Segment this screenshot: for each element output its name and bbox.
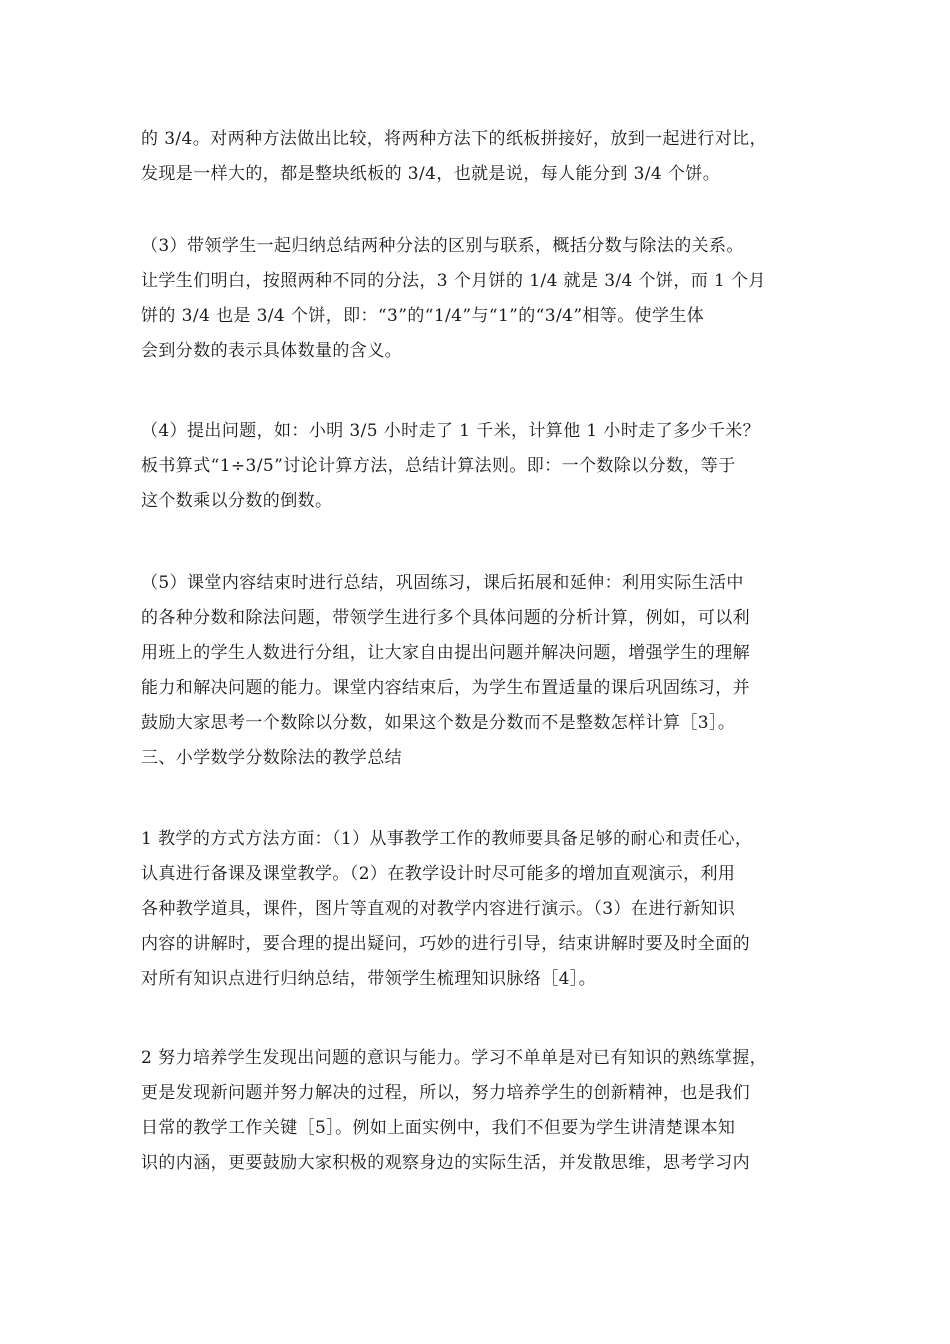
- section-heading: 三、小学数学分数除法的教学总结: [141, 748, 402, 768]
- text-line: 1 教学的方式方法方面：（1）从事教学工作的教师要具备足够的耐心和责任心，: [141, 829, 753, 849]
- paragraph-step-3: [141, 229, 821, 369]
- text-line: 内容的讲解时，要合理的提出疑问，巧妙的进行引导，结束讲解时要及时全面的: [141, 934, 750, 954]
- paragraph-step-5: [141, 566, 821, 776]
- text-line: （3）带领学生一起归纳总结两种分法的区别与联系，概括分数与除法的关系。: [141, 236, 744, 256]
- text-line: 2 努力培养学生发现出问题的意识与能力。学习不单单是对已有知识的熟练掌握，: [141, 1048, 768, 1068]
- paragraph-fraction-comparison: [141, 122, 821, 192]
- text-line: 饼的 3/4 也是 3/4 个饼，即：“3”的“1/4”与“1”的“3/4”相等。使学生体: [141, 306, 705, 326]
- text-line: （5）课堂内容结束时进行总结，巩固练习，课后拓展和延伸：利用实际生活中: [141, 573, 744, 593]
- text-line: （4）提出问题，如：小明 3/5 小时走了 1 千米，计算他 1 小时走了多少千米？: [141, 421, 761, 441]
- paragraph-problem-awareness: [141, 1041, 821, 1181]
- text-line: 更是发现新问题并努力解决的过程，所以，努力培养学生的创新精神，也是我们: [141, 1083, 750, 1103]
- text-line: 认真进行备课及课堂教学。（2）在教学设计时尽可能多的增加直观演示，利用: [141, 864, 736, 884]
- text-line: 能力和解决问题的能力。课堂内容结束后，为学生布置适量的课后巩固练习，并: [141, 678, 750, 698]
- text-line: 发现是一样大的，都是整块纸板的 3/4，也就是说，每人能分到 3/4 个饼。: [141, 164, 721, 184]
- text-line: 对所有知识点进行归纳总结，带领学生梳理知识脉络［4］。: [141, 969, 597, 989]
- text-line: 这个数乘以分数的倒数。: [141, 491, 333, 511]
- text-line: 的 3/4。对两种方法做出比较，将两种方法下的纸板拼接好，放到一起进行对比，: [141, 129, 767, 149]
- text-line: 用班上的学生人数进行分组，让大家自由提出问题并解决问题，增强学生的理解: [141, 643, 750, 663]
- paragraph-teaching-methods: [141, 822, 821, 997]
- text-line: 让学生们明白，按照两种不同的分法，3 个月饼的 1/4 就是 3/4 个饼，而 1 个月: [141, 271, 766, 291]
- text-line: 的各种分数和除法问题，带领学生进行多个具体问题的分析计算，例如，可以利: [141, 608, 750, 628]
- text-line: 日常的教学工作关键［5］。例如上面实例中，我们不但要为学生讲清楚课本知: [141, 1118, 736, 1138]
- paragraph-step-4: [141, 414, 821, 519]
- text-line: 鼓励大家思考一个数除以分数，如果这个数是分数而不是整数怎样计算［3］。: [141, 713, 736, 733]
- text-line: 会到分数的表示具体数量的含义。: [141, 341, 402, 361]
- text-line: 识的内涵，更要鼓励大家积极的观察身边的实际生活，并发散思维，思考学习内: [141, 1153, 750, 1173]
- text-line: 各种教学道具，课件，图片等直观的对教学内容进行演示。（3）在进行新知识: [141, 899, 736, 919]
- text-line: 板书算式“1÷3/5”讨论计算方法，总结计算法则。即：一个数除以分数，等于: [141, 456, 736, 476]
